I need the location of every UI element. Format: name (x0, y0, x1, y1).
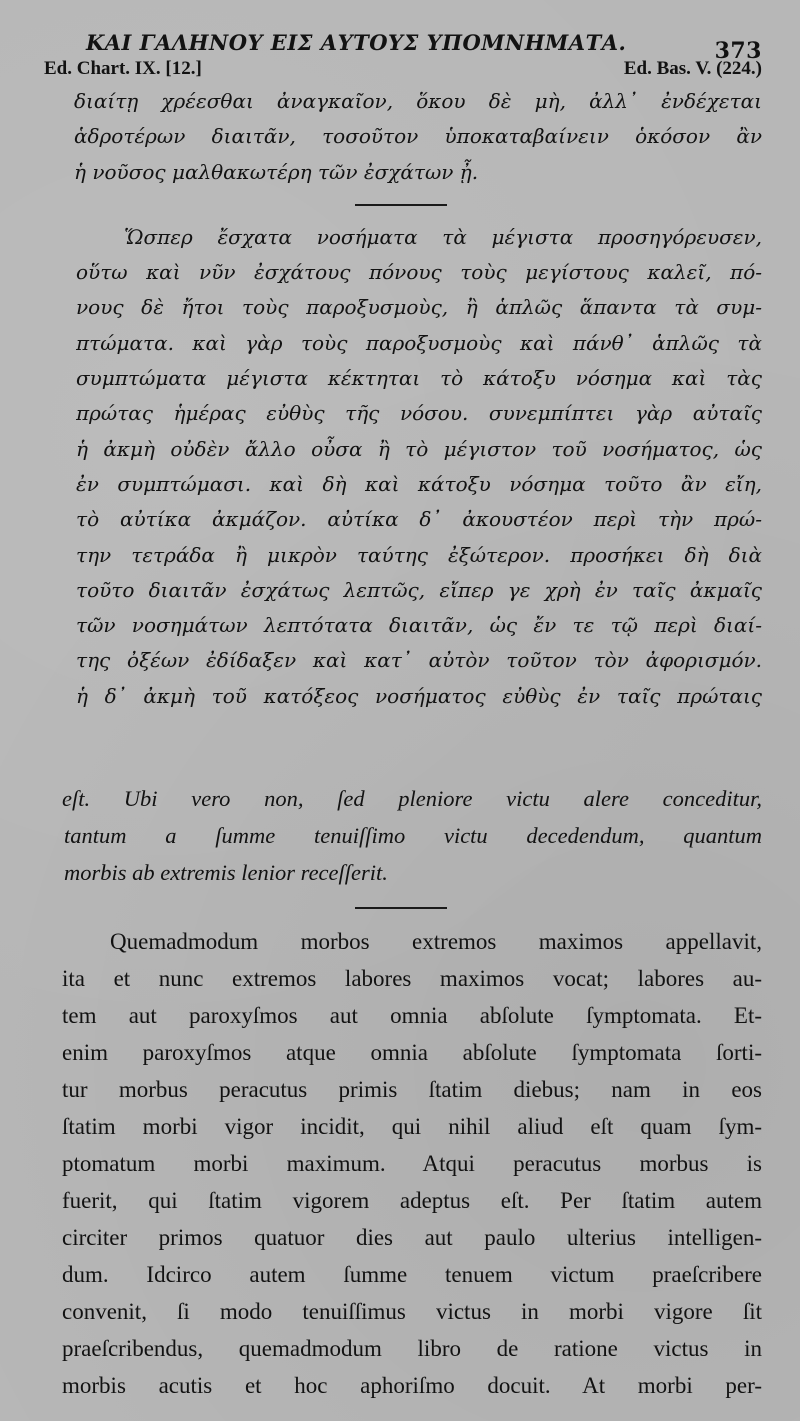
greek-commentary-line: Ὥσπερ ἔσχατα νοσήματα τὰ μέγιστα προσηγόρευσεν, (124, 224, 762, 249)
edition-chartier-reference: Ed. Chart. IX. [12.] (44, 58, 202, 79)
greek-aphorism-line: ἁδροτέρων διαιτᾶν, τοσοῦτον ὑποκαταβαίνειν ὁκόσον ἂν (74, 124, 762, 149)
latin-commentary-line: enim paroxyſmos atque omnia abſolute ſymptomata ſorti- (62, 1040, 762, 1066)
page-number: 373 (714, 38, 762, 64)
greek-commentary-line: νους δὲ ἤτοι τοὺς παροξυσμοὺς, ἢ ἁπλῶς ἅπαντα τὰ συμ- (76, 295, 762, 320)
greek-commentary-line: οὕτω καὶ νῦν ἐσχάτους πόνους τοὺς μεγίστους καλεῖ, πό- (76, 260, 762, 285)
greek-commentary-line: την τετράδα ἢ μικρὸν ταύτης ἐξώτερον. προσήκει δὴ διὰ (76, 542, 762, 567)
greek-commentary-line: ἐν συμπτώμασι. καὶ δὴ καὶ κάτοξυ νόσημα τοῦτο ἂν εἴη, (76, 471, 762, 496)
latin-commentary-line: praeſcribendus, quemadmodum libro de ratione victus in (62, 1336, 762, 1362)
latin-aphorism (62, 780, 762, 891)
greek-commentary-line: τὸ αὐτίκα ἀκμάζον. αὐτίκα δ᾽ ἀκουστέον περὶ τὴν πρώ- (76, 507, 762, 532)
running-head (40, 18, 762, 64)
latin-commentary-line: convenit, ſi modo tenuiſſimus victus in morbi vigore ſit (62, 1299, 762, 1325)
greek-aphorism-line: διαίτῃ χρέεσθαι ἀναγκαῖον, ὅκου δὲ μὴ, ἀλλ᾽ ἐνδέχεται (74, 89, 762, 113)
latin-commentary (62, 923, 762, 1404)
section-divider (355, 907, 447, 909)
greek-commentary-line: ἡ ἀκμὴ οὐδὲν ἄλλο οὖσα ἢ τὸ μέγιστον τοῦ νοσήματος, ὡς (76, 436, 762, 461)
greek-commentary-line: τοῦτο διαιτᾶν ἐσχάτως λεπτῶς, εἴπερ γε χρὴ ἐν ταῖς ἀκμαῖς (76, 577, 762, 602)
latin-commentary-line: ptomatum morbi maximum. Atqui peracutus morbus is (62, 1151, 762, 1177)
greek-aphorism (74, 84, 762, 190)
latin-commentary-line: dum. Idcirco autem ſumme tenuem victum praeſcribere (62, 1262, 762, 1288)
latin-aphorism-line: morbis ab extremis lenior receſſerit. (64, 860, 388, 886)
latin-commentary-line: tur morbus peracutus primis ſtatim diebus; nam in eos (62, 1077, 762, 1103)
greek-commentary-line: της ὀξέων ἐδίδαξεν καὶ κατ᾽ αὐτὸν τοῦτον τὸν ἀφορισμόν. (76, 648, 762, 673)
greek-aphorism-line: ἡ νοῦσος μαλθακωτέρη τῶν ἐσχάτων ᾖ. (74, 159, 479, 184)
section-divider (355, 204, 447, 206)
latin-commentary-line: morbis acutis et hoc aphoriſmo docuit. At morbi per- (62, 1373, 762, 1399)
latin-commentary-line: Quemadmodum morbos extremos maximos appellavit, (110, 929, 762, 955)
latin-commentary-line: ſtatim morbi vigor incidit, qui nihil aliud eſt quam ſym- (62, 1114, 762, 1140)
latin-commentary-line: ita et nunc extremos labores maximos vocat; labores au- (62, 966, 762, 992)
latin-commentary-line: tem aut paroxyſmos aut omnia abſolute ſymptomata. Et- (62, 1003, 762, 1029)
latin-aphorism-line: eſt. Ubi vero non, ſed pleniore victu alere conceditur, (62, 786, 762, 812)
greek-commentary (76, 220, 762, 714)
latin-aphorism-line: tantum a ſumme tenuiſſimo victu decedendum, quantum (64, 823, 762, 849)
edition-reference-line (40, 56, 762, 84)
running-title: ΚΑΙ ΓΑΛΗΝΟΥ ΕΙΣ ΑΥΤΟΥΣ ΥΠΟΜΝΗΜΑΤΑ. (86, 30, 627, 55)
greek-commentary-line: ἡ δ᾽ ἀκμὴ τοῦ κατόξεος νοσήματος εὐθὺς ἐν ταῖς πρώταις (76, 683, 762, 708)
greek-commentary-line: συμπτώματα μέγιστα κέκτηται τὸ κάτοξυ νόσημα καὶ τὰς (76, 366, 762, 391)
latin-commentary-line: circiter primos quatuor dies aut paulo ulterius intelligen- (62, 1225, 762, 1251)
greek-commentary-line: τῶν νοσημάτων λεπτότατα διαιτᾶν, ὡς ἔν τε τῷ περὶ διαί- (76, 613, 762, 638)
latin-commentary-line: fuerit, qui ſtatim vigorem adeptus eſt. Per ſtatim autem (62, 1188, 762, 1214)
greek-commentary-line: πρώτας ἡμέρας εὐθὺς τῆς νόσου. συνεμπίπτει γὰρ αὐταῖς (76, 401, 762, 426)
greek-commentary-line: πτώματα. καὶ γὰρ τοὺς παροξυσμοὺς καὶ πάνθ᾽ ἁπλῶς τὰ (76, 330, 762, 355)
edition-basel-reference: Ed. Bas. V. (224.) (623, 58, 762, 79)
